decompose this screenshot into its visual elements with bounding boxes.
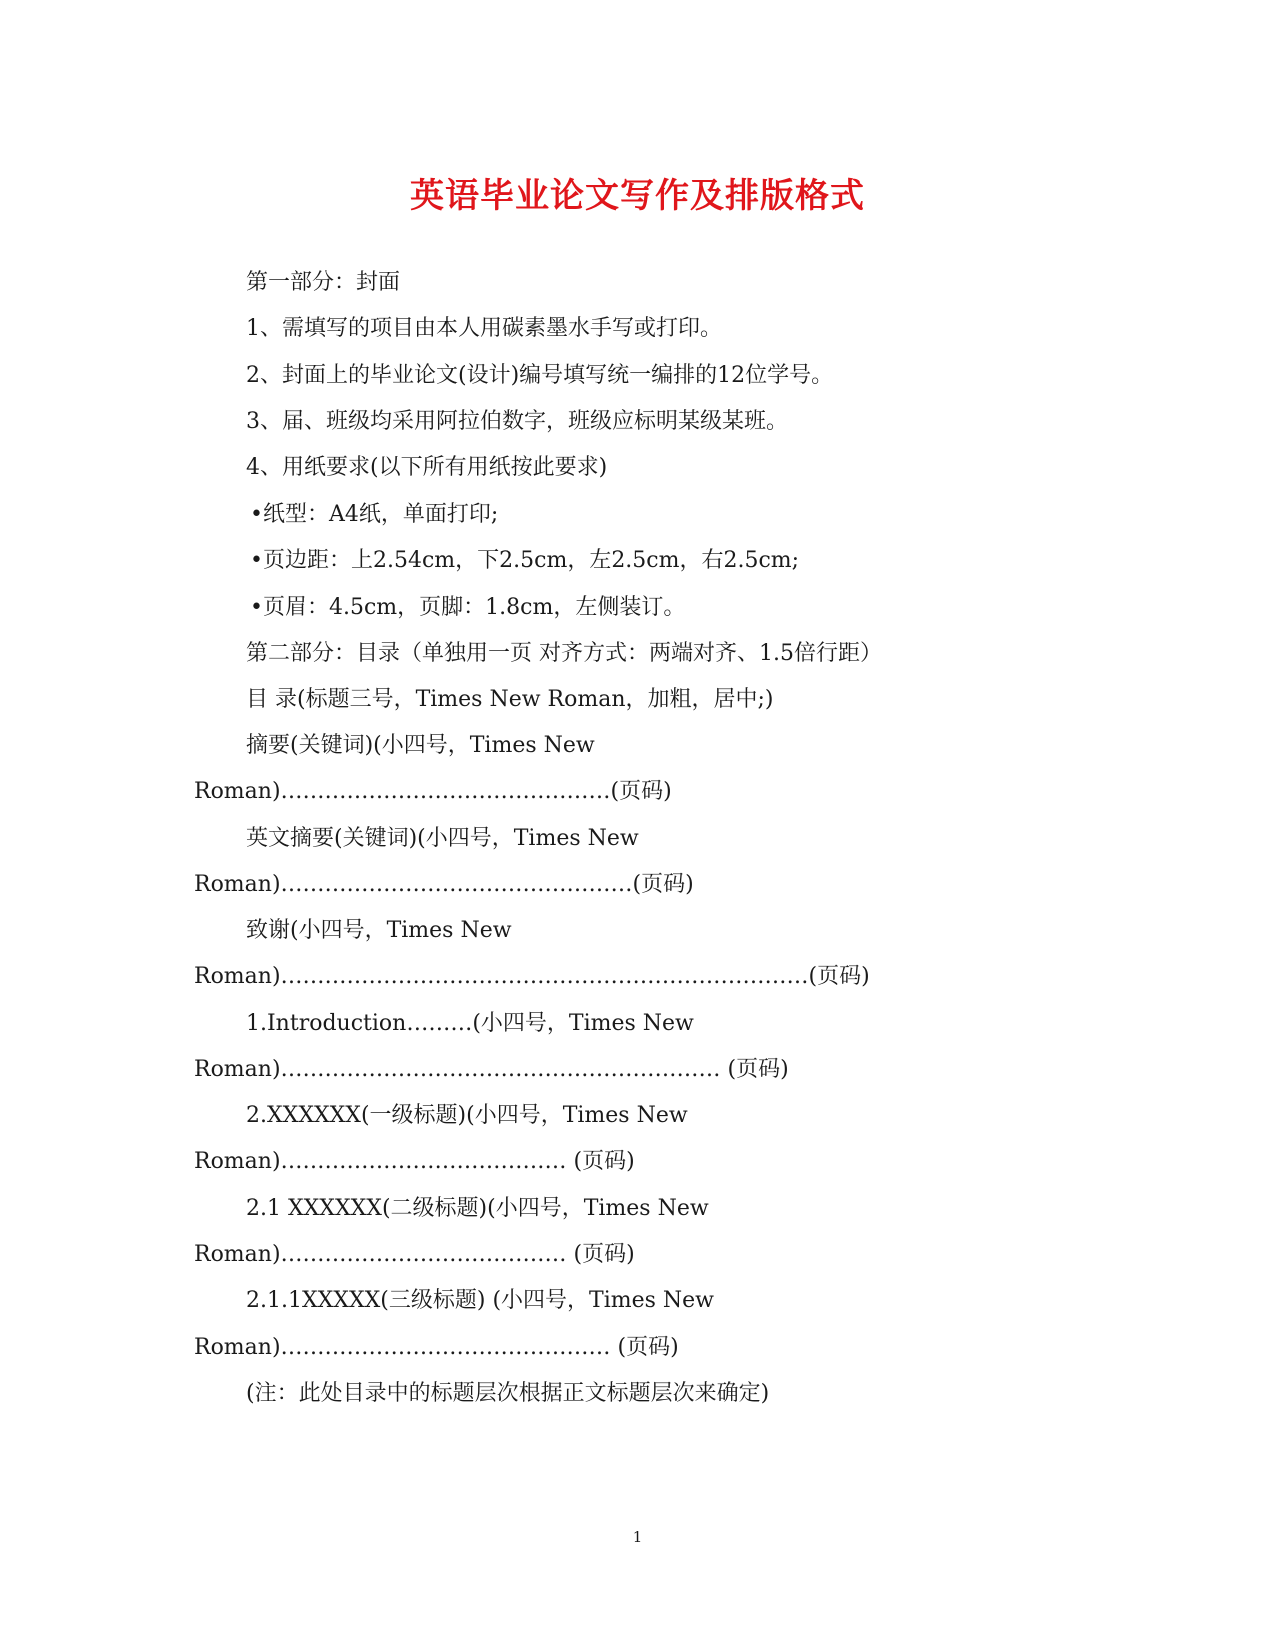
toc-entry-line2: Roman)………………………………………(页码): [194, 779, 672, 804]
toc-entry-line2: Roman)………………………………… (页码): [194, 1242, 635, 1267]
paper-spec-bullet: •纸型：A4纸，单面打印;: [250, 502, 499, 527]
toc-entry-line2: Roman)………………………………… (页码): [194, 1149, 635, 1174]
section2-heading: 第二部分：目录（单独用一页 对齐方式：两端对齐、1.5倍行距）: [246, 641, 882, 666]
section1-item: 1、需填写的项目由本人用碳素墨水手写或打印。: [246, 316, 722, 341]
toc-entry-line1: 英文摘要(关键词)(小四号，Times New: [246, 826, 639, 851]
toc-entry-line2: Roman)…………………………………………(页码): [194, 872, 694, 897]
paper-spec-bullet: •页眉：4.5cm，页脚：1.8cm，左侧装订。: [250, 595, 686, 620]
section1-item: 2、封面上的毕业论文(设计)编号填写统一编排的12位学号。: [246, 363, 834, 388]
section1-heading: 第一部分：封面: [246, 270, 401, 295]
page-number: 1: [632, 1528, 643, 1546]
section1-item: 4、用纸要求(以下所有用纸按此要求): [246, 455, 608, 480]
toc-entry-line1: 致谢(小四号，Times New: [246, 918, 512, 943]
toc-entry-line1: 2.1.1XXXXX(三级标题) (小四号，Times New: [246, 1288, 715, 1313]
paper-spec-bullet: •页边距：上2.54cm，下2.5cm，左2.5cm，右2.5cm;: [250, 548, 800, 573]
toc-entry-line2: Roman)……………………………………… (页码): [194, 1335, 679, 1360]
toc-title-line: 目 录(标题三号，Times New Roman，加粗，居中;): [246, 687, 774, 712]
toc-entry-line1: 2.1 XXXXXX(二级标题)(小四号，Times New: [246, 1196, 709, 1221]
toc-entry-line1: 1.Introduction………(小四号，Times New: [246, 1011, 694, 1036]
toc-note: (注：此处目录中的标题层次根据正文标题层次来确定): [246, 1381, 770, 1406]
section1-item: 3、届、班级均采用阿拉伯数字，班级应标明某级某班。: [246, 409, 788, 434]
toc-entry-line1: 2.XXXXXX(一级标题)(小四号，Times New: [246, 1103, 688, 1128]
toc-entry-line1: 摘要(关键词)(小四号，Times New: [246, 733, 595, 758]
document-title: 英语毕业论文写作及排版格式: [410, 176, 865, 216]
toc-entry-line2: Roman)…………………………………………………… (页码): [194, 1057, 789, 1082]
toc-entry-line2: Roman)………………………………………………………………(页码): [194, 964, 870, 989]
